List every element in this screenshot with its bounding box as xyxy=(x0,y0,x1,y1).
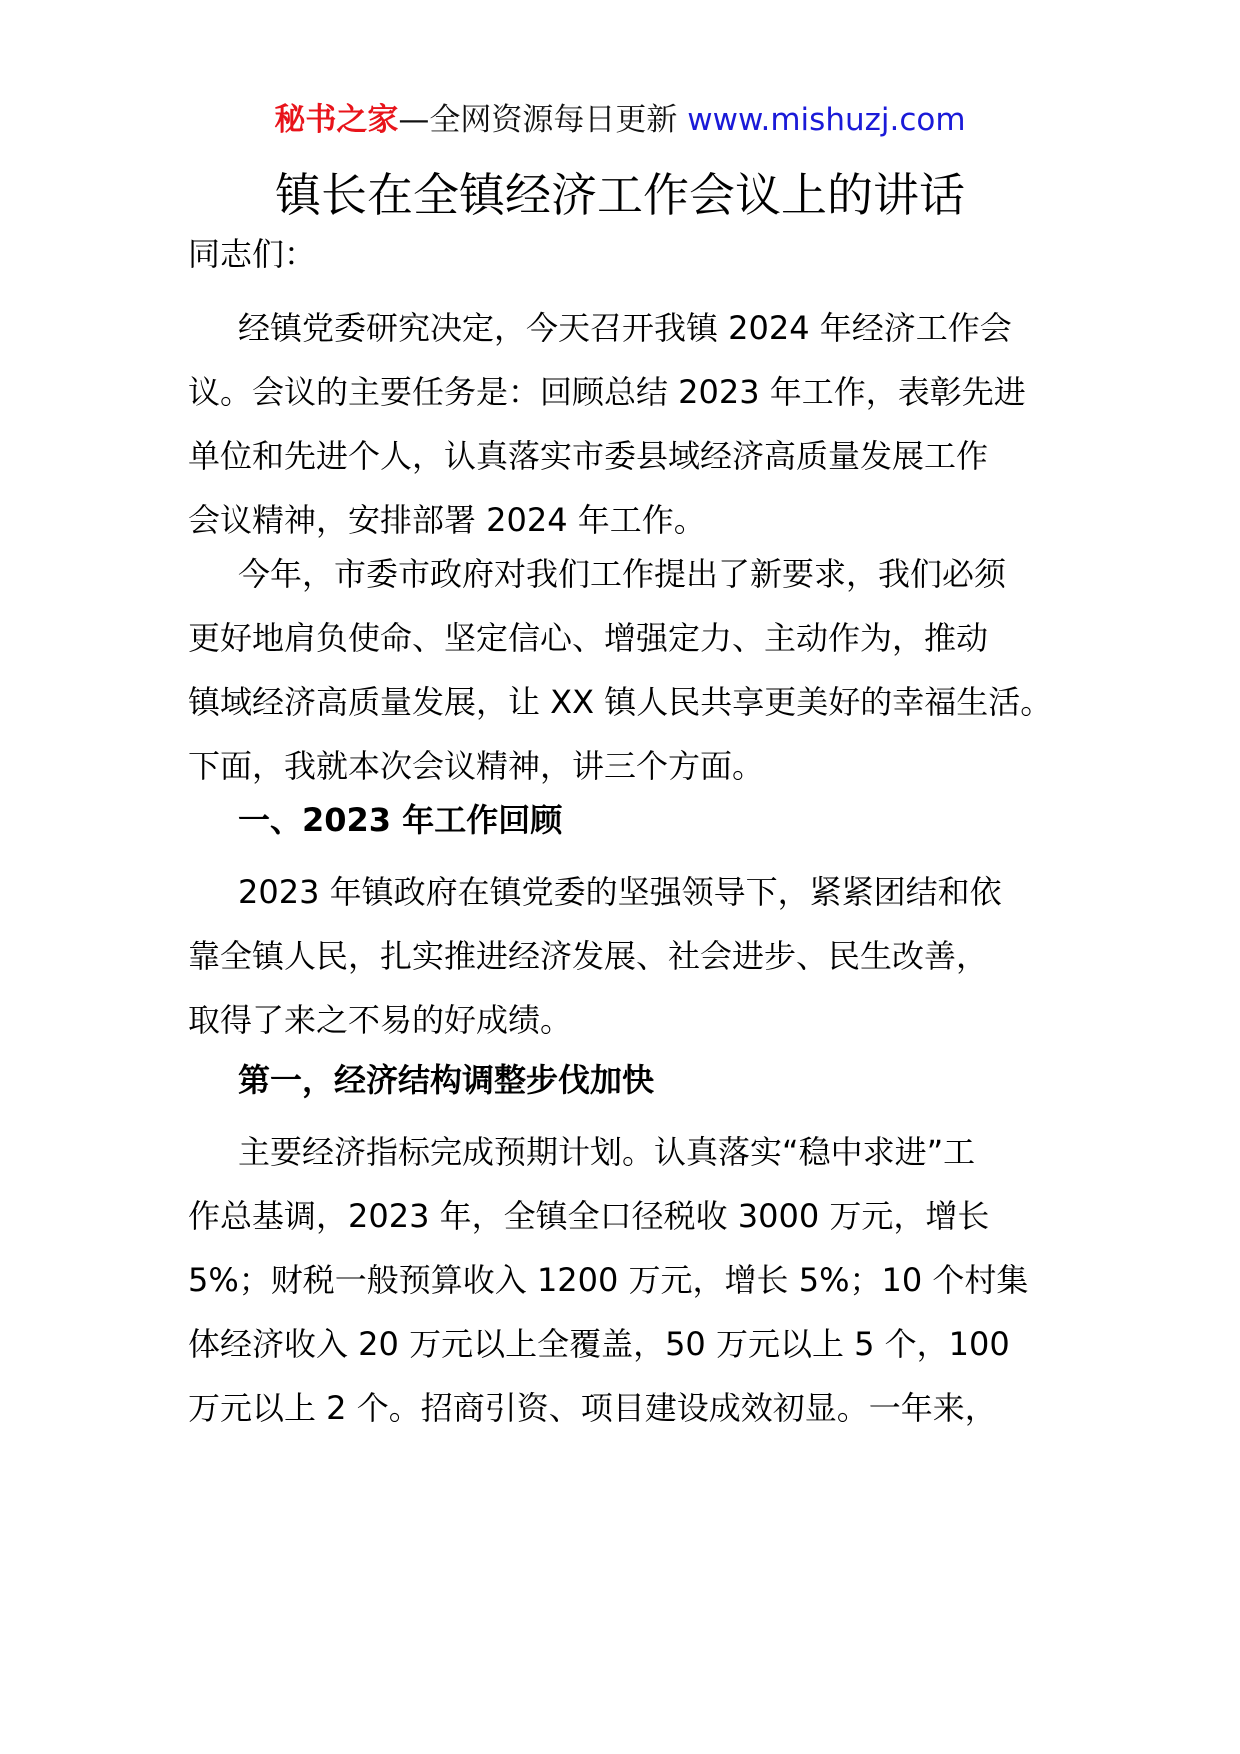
paragraph-line: 2023 年镇政府在镇党委的坚强领导下，紧紧团结和依 xyxy=(238,873,1002,911)
site-header xyxy=(0,100,1240,140)
paragraph-line: 体经济收入 20 万元以上全覆盖，50 万元以上 5 个，100 xyxy=(188,1325,1010,1363)
paragraph-line: 更好地肩负使命、坚定信心、增强定力、主动作为，推动 xyxy=(188,619,989,657)
section-heading-2: 第一，经济结构调整步伐加快 xyxy=(238,1061,655,1099)
paragraph-1 xyxy=(188,296,1068,552)
paragraph-line: 单位和先进个人，认真落实市委县域经济高质量发展工作 xyxy=(188,437,989,475)
site-slogan: —全网资源每日更新 xyxy=(398,102,678,138)
paragraph-line: 下面，我就本次会议精神，讲三个方面。 xyxy=(188,747,765,785)
section-heading-1: 一、2023 年工作回顾 xyxy=(238,801,563,839)
paragraph-4 xyxy=(188,1120,1068,1440)
paragraph-line: 5%；财税一般预算收入 1200 万元，增长 5%；10 个村集 xyxy=(188,1261,1029,1299)
salutation-block xyxy=(188,222,1068,286)
paragraph-line: 经镇党委研究决定，今天召开我镇 2024 年经济工作会 xyxy=(238,309,1012,347)
site-url-link[interactable]: www.mishuzj.com xyxy=(687,102,966,138)
paragraph-line: 会议精神，安排部署 2024 年工作。 xyxy=(188,501,706,539)
salutation: 同志们： xyxy=(188,235,317,273)
paragraph-line: 作总基调，2023 年，全镇全口径税收 3000 万元，增长 xyxy=(188,1197,990,1235)
paragraph-line: 万元以上 2 个。招商引资、项目建设成效初显。一年来， xyxy=(188,1389,997,1427)
paragraph-line: 议。会议的主要任务是：回顾总结 2023 年工作，表彰先进 xyxy=(188,373,1026,411)
paragraph-2 xyxy=(188,542,1068,798)
paragraph-3 xyxy=(188,860,1068,1052)
document-title: 镇长在全镇经济工作会议上的讲话 xyxy=(275,168,965,222)
paragraph-line: 镇域经济高质量发展，让 XX 镇人民共享更美好的幸福生活。 xyxy=(188,683,1053,721)
paragraph-line: 今年，市委市政府对我们工作提出了新要求，我们必须 xyxy=(238,555,1007,593)
paragraph-line: 取得了来之不易的好成绩。 xyxy=(188,1001,573,1039)
section-heading-2-block xyxy=(188,1048,1068,1112)
paragraph-line: 主要经济指标完成预期计划。认真落实“稳中求进”工 xyxy=(238,1133,976,1171)
paragraph-line: 靠全镇人民，扎实推进经济发展、社会进步、民生改善， xyxy=(188,937,989,975)
site-brand: 秘书之家 xyxy=(274,102,399,138)
section-heading-1-block xyxy=(188,788,1068,852)
